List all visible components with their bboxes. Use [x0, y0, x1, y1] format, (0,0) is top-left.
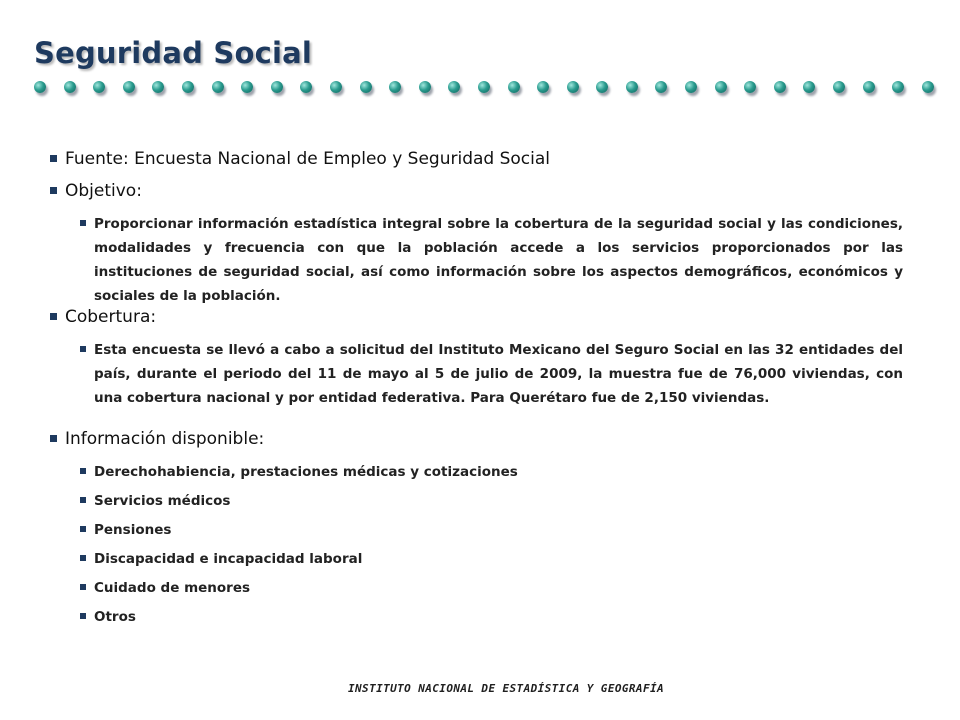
info-item-text: Derechohabiencia, prestaciones médicas y cotizaciones: [94, 464, 518, 480]
info-item-text: Discapacidad e incapacidad laboral: [94, 551, 363, 567]
list-item: [80, 460, 903, 484]
square-bullet-icon: [80, 555, 86, 561]
cobertura-heading: Cobertura:: [65, 307, 157, 327]
square-bullet-icon: [50, 187, 57, 194]
list-item: [80, 547, 903, 571]
square-bullet-icon: [80, 346, 86, 352]
list-item: [80, 605, 903, 629]
square-bullet-icon: [80, 526, 86, 532]
page-title: Seguridad Social: [34, 36, 313, 70]
square-bullet-icon: [80, 220, 86, 226]
fuente-text: Fuente: Encuesta Nacional de Empleo y Seguridad Social: [65, 149, 551, 169]
square-bullet-icon: [50, 435, 57, 442]
cobertura-description: [80, 338, 903, 410]
informacion-heading: Información disponible:: [65, 429, 265, 449]
info-item-text: Pensiones: [94, 522, 172, 538]
objetivo-heading: Objetivo:: [65, 181, 142, 201]
square-bullet-icon: [80, 497, 86, 503]
footer-institution: INSTITUTO NACIONAL DE ESTADÍSTICA Y GEOGRAFÍA: [348, 682, 665, 695]
info-item-text: Cuidado de menores: [94, 580, 251, 596]
cobertura-text: Esta encuesta se llevó a cabo a solicitud del Instituto Mexicano del Seguro Social en las 32 entidades del país, durante el periodo del 11 de mayo al 5 de julio de 2009, la muestra fue de 76,000 viviendas, con una cobertura nacional y por entidad federativa. Para Querétaro fue de 2,150 viviendas.: [94, 342, 903, 406]
list-item: [80, 489, 903, 513]
square-bullet-icon: [80, 613, 86, 619]
square-bullet-icon: [80, 468, 86, 474]
info-item-text: Otros: [94, 609, 136, 625]
square-bullet-icon: [50, 313, 57, 320]
list-item: [80, 576, 903, 600]
square-bullet-icon: [80, 584, 86, 590]
list-item: [80, 518, 903, 542]
info-item-text: Servicios médicos: [94, 493, 231, 509]
objetivo-text: Proporcionar información estadística integral sobre la cobertura de la seguridad social y las condiciones, modalidades y frecuencia con que la población accede a los servicios proporcionados por las instituciones de seguridad social, así como información sobre los aspectos demográficos, económicos y sociales de la población.: [94, 216, 903, 304]
objetivo-description: [80, 212, 903, 308]
square-bullet-icon: [50, 155, 57, 162]
